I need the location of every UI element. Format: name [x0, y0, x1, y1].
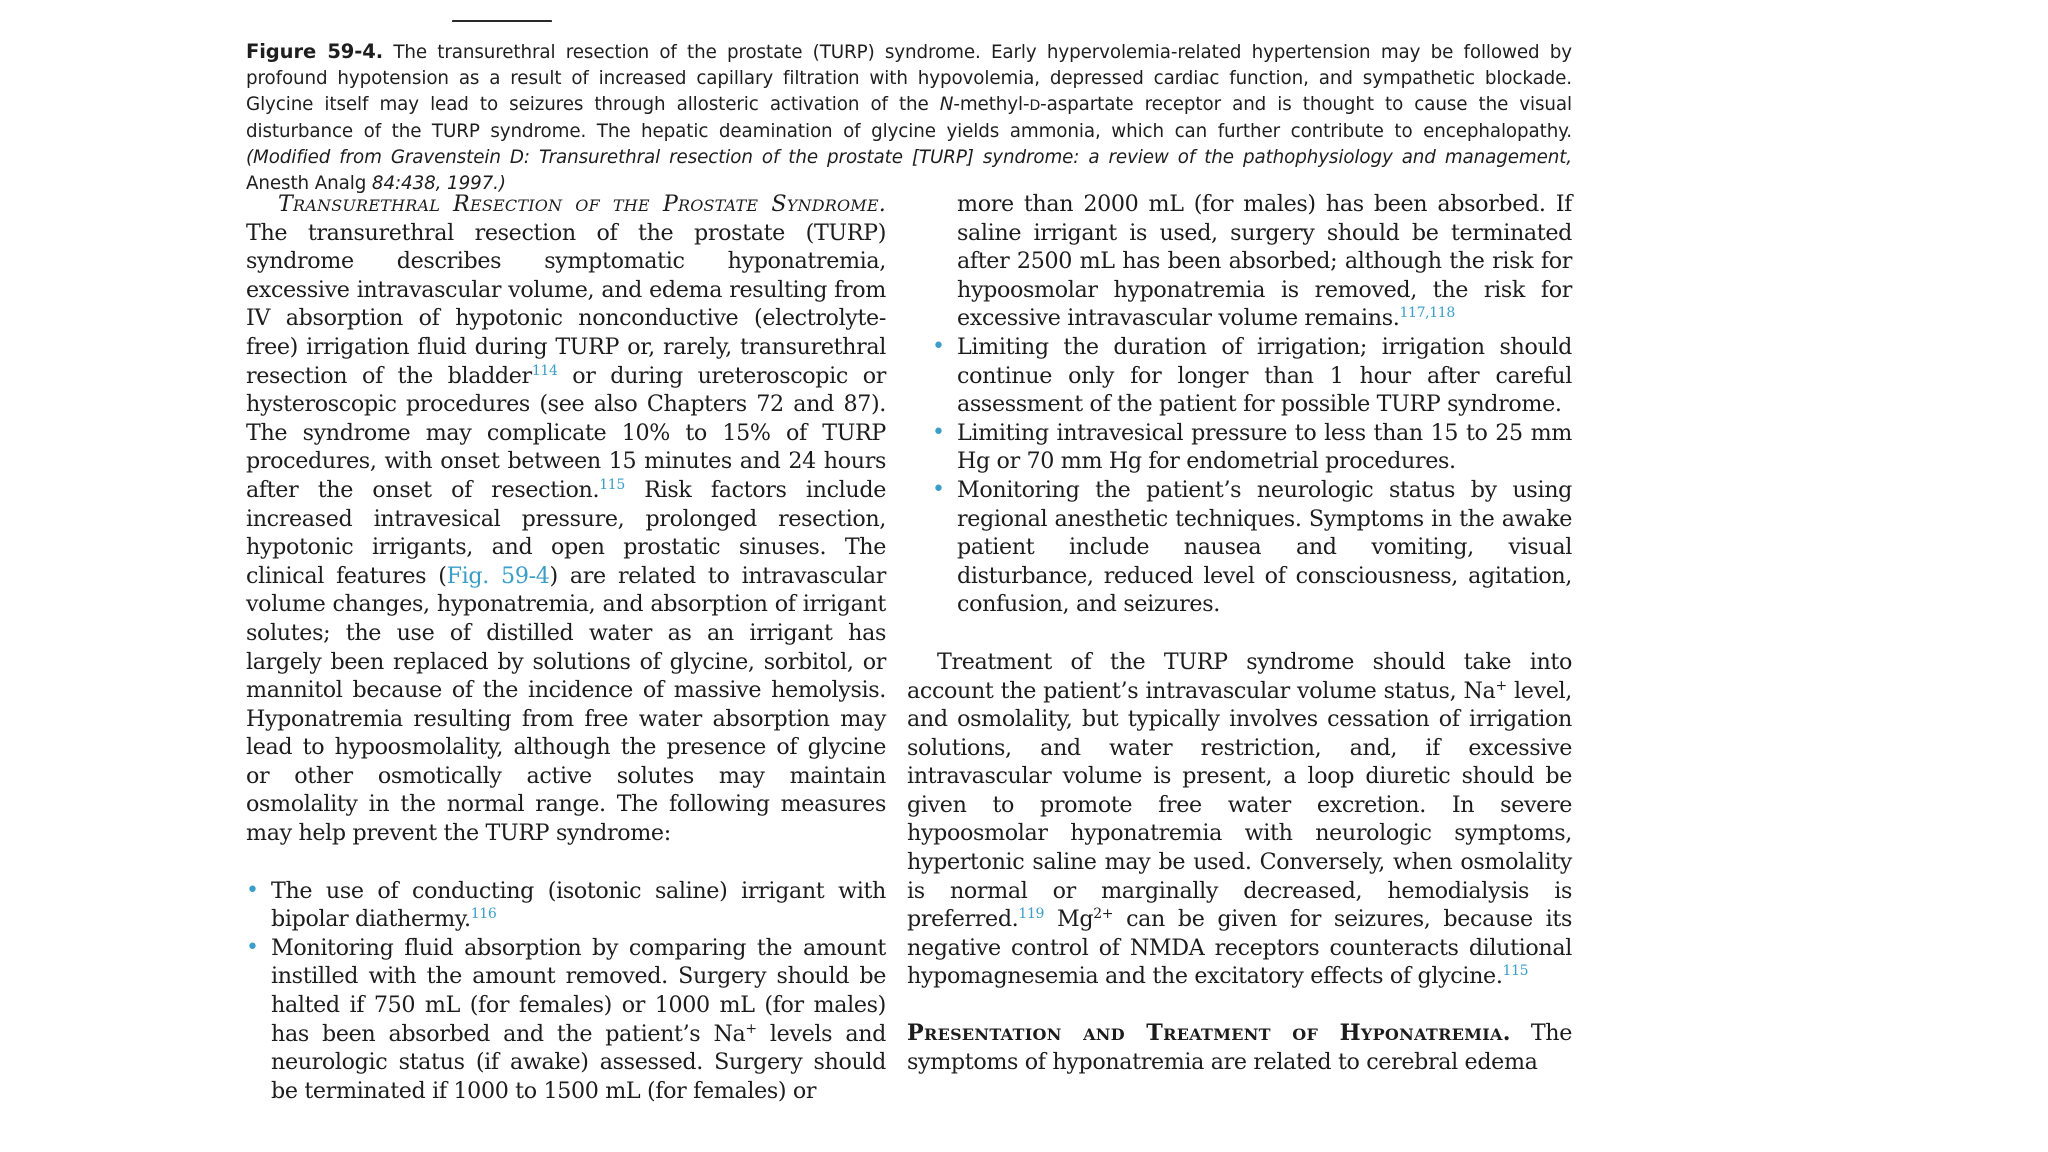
- list-item: [932, 419, 1572, 476]
- paragraph-text: Treatment of the TURP syndrome should take into account the patient’s intravascular volume status, Na: [907, 648, 1572, 704]
- list-item: [246, 877, 886, 934]
- list-item: [932, 333, 1572, 419]
- spacer: [246, 848, 886, 877]
- caption-italic-n: N: [939, 94, 954, 115]
- figure-label: Figure 59-4.: [246, 40, 384, 63]
- superscript-plus: +: [745, 1020, 757, 1037]
- reference-117-118[interactable]: 117,118: [1399, 305, 1455, 322]
- prevention-list: [246, 877, 886, 1106]
- figure-caption: [246, 39, 1572, 197]
- list-item-text: levels and neurologic status (if awake) assessed. Surgery should be terminated if 1000 to 1500 mL (for females) or: [271, 1020, 886, 1104]
- paragraph-text: or during ureteroscopic or hysteroscopic procedures (see also Chapters 72 and 87). The syndrome may complicate 10% to 15% of TURP procedures, with onset between 15 minutes and 24 hours after the onset of resection.: [246, 362, 886, 503]
- caption-source-italic: (Modified from Gravenstein D: Transurethral resection of the prostate [TURP] syndrome: a review of the pathophysiology and management,: [246, 147, 1572, 168]
- paragraph-text: Risk factors include increased intravesical pressure, prolonged resection, hypotonic irrigants, and open prostatic sinuses. The clinical features (: [246, 476, 886, 589]
- figure-reference-link[interactable]: Fig. 59-4: [446, 562, 550, 589]
- caption-text-3: -aspartate receptor and is thought to cause the visual disturbance of the TURP syndrome. The hepatic deamination of glycine yields ammonia, which can further contribute to encephalopathy.: [246, 94, 1572, 142]
- reference-119[interactable]: 119: [1018, 906, 1045, 923]
- spacer: [932, 991, 1572, 1019]
- caption-text: The transurethral resection of the prostate (TURP) syndrome. Early hypervolemia-related hypertension may be followed by profound hypotension as a result of increased capillary filtration with hypovolemia, depressed cardiac function, and sympathetic blockade. Glycine itself may lead to seizures through allosteric activation of the: [246, 42, 1572, 115]
- caption-small-d: D: [1029, 98, 1041, 114]
- treatment-paragraph: [907, 648, 1572, 991]
- superscript-2-plus: 2+: [1093, 906, 1114, 923]
- list-item-text: Monitoring the patient’s neurologic status by using regional anesthetic techniques. Symptoms in the awake patient include nausea and vomiting, visual disturbance, reduced level of consciousness, agitation, confusion, and seizures.: [957, 476, 1572, 618]
- prevention-list-continued: [932, 190, 1572, 619]
- turp-paragraph: [246, 190, 886, 848]
- paragraph-text: can be given for seizures, because its negative control of NMDA receptors counteracts dilutional hypomagnesemia and the excitatory effects of glycine.: [907, 906, 1572, 990]
- paragraph-text: Mg: [1044, 906, 1094, 933]
- paragraph-text: The transurethral resection of the prostate (TURP) syndrome describes symptomatic hyponatremia, excessive intravascular volume, and edema resulting from IV absorption of hypotonic nonconductive (electrolyte-free) irrigation fluid during TURP or, rarely, transurethral resection of the bladder: [246, 219, 886, 389]
- bullet-icon: •: [932, 419, 945, 445]
- left-column: [246, 190, 886, 1105]
- bullet-icon: •: [246, 934, 259, 960]
- paragraph-text: level, and osmolality, but typically involves cessation of irrigation solutions, and water restriction, and, if excessive intravascular volume is present, a loop diuretic should be given to promote free water excretion. In severe hypoosmolar hyponatremia with neurologic symptoms, hypertonic saline may be used. Conversely, when osmolality is normal or marginally decreased, hemodialysis is preferred.: [907, 677, 1572, 933]
- hyponatremia-paragraph: [907, 1019, 1572, 1076]
- list-item-text: The use of conducting (isotonic saline) irrigant with bipolar diathermy.: [271, 877, 886, 933]
- reference-115b[interactable]: 115: [1502, 963, 1529, 980]
- section-heading-turp: Transurethral Resection of the Prostate Syndrome.: [278, 191, 886, 217]
- reference-114[interactable]: 114: [531, 362, 558, 379]
- right-column: [907, 190, 1573, 1076]
- cut-off-text-fragment: [452, 12, 552, 22]
- list-item-text: more than 2000 mL (for males) has been absorbed. If saline irrigant is used, surgery should be terminated after 2500 mL has been absorbed; although the risk for hypoosmolar hyponatremia is removed, the risk for excessive intravascular volume remains.: [957, 191, 1572, 332]
- list-item-text: Monitoring fluid absorption by comparing the amount instilled with the amount removed. Surgery should be halted if 750 mL (for females) or 1000 mL (for males) has been absorbed and the patient’s Na: [271, 934, 886, 1047]
- paragraph-text: ) are related to intravascular volume changes, hyponatremia, and absorption of irrigant solutes; the use of distilled water as an irrigant has largely been replaced by solutions of glycine, sorbitol, or mannitol because of the incidence of massive hemolysis. Hyponatremia resulting from free water absorption may lead to hypoosmolality, although the presence of glycine or other osmotically active solutes may maintain osmolality in the normal range. The following measures may help prevent the TURP syndrome:: [246, 562, 886, 847]
- caption-text-2: -methyl-: [953, 94, 1030, 115]
- bullet-icon: •: [932, 333, 945, 359]
- section-heading-hyponatremia: Presentation and Treatment of Hyponatremia.: [907, 1020, 1511, 1047]
- list-item: [932, 476, 1572, 619]
- list-item: [246, 934, 886, 1106]
- paragraph-text: The symptoms of hyponatremia are related to cerebral edema: [907, 1020, 1573, 1075]
- bullet-icon: •: [932, 476, 945, 502]
- reference-116[interactable]: 116: [470, 906, 497, 923]
- bullet-icon: •: [246, 877, 259, 903]
- spacer: [932, 619, 1572, 648]
- list-item: [932, 190, 1572, 333]
- reference-115[interactable]: 115: [599, 476, 625, 493]
- caption-source-plain: Anesth Analg: [246, 173, 372, 194]
- list-item-text: Limiting intravesical pressure to less than 15 to 25 mm Hg or 70 mm Hg for endometrial procedures.: [957, 419, 1572, 475]
- superscript-plus: +: [1495, 677, 1507, 694]
- list-item-text: Limiting the duration of irrigation; irrigation should continue only for longer than 1 hour after careful assessment of the patient for possible TURP syndrome.: [957, 333, 1572, 418]
- caption-source-italic-2: 84:438, 1997.): [371, 173, 506, 194]
